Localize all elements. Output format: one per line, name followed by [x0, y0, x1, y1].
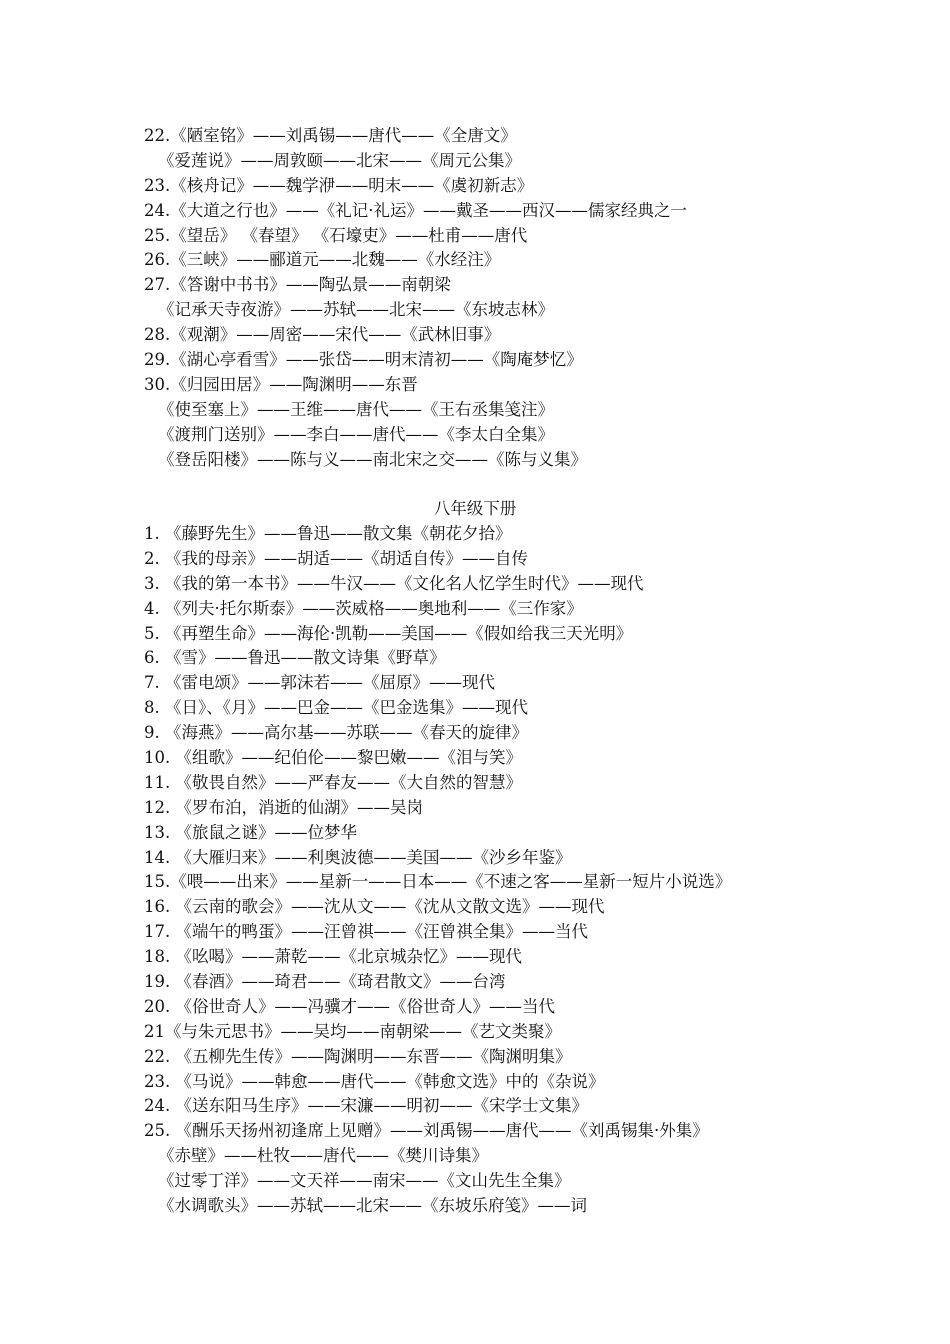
text-line: 12. 《罗布泊，消逝的仙湖》——吴岗 [144, 797, 423, 817]
text-line: 《记承天寺夜游》——苏轼——北宋——《东坡志林》 [158, 300, 554, 320]
text-line: 《过零丁洋》——文天祥——南宋——《文山先生全集》 [158, 1171, 571, 1191]
text-line: 26.《三峡》——郦道元——北魏——《水经注》 [144, 250, 501, 270]
text-line: 15.《喂——出来》——星新一——日本——《不速之客——星新一短片小说选》 [144, 872, 732, 892]
text-line: 《登岳阳楼》——陈与义——南北宋之交——《陈与义集》 [158, 449, 587, 469]
text-line: 29.《湖心亭看雪》——张岱——明末清初——《陶庵梦忆》 [144, 350, 583, 370]
text-line: 23. 《马说》——韩愈——唐代——《韩愈文选》中的《杂说》 [144, 1071, 605, 1091]
bottom-section-list [144, 522, 844, 1219]
text-line: 4. 《列夫·托尔斯泰》——茨威格——奥地利——《三作家》 [144, 598, 583, 618]
text-line: 《水调歌头》——苏轼——北宋——《东坡乐府笺》——词 [158, 1196, 587, 1216]
text-line: 9. 《海燕》——高尔基——苏联——《春天的旋律》 [144, 723, 528, 743]
text-line: 24.《大道之行也》——《礼记·礼运》——戴圣——西汉——儒家经典之一 [144, 200, 687, 220]
text-line: 30.《归园田居》——陶渊明——东晋 [144, 374, 418, 394]
text-line: 11. 《敬畏自然》——严春友——《大自然的智慧》 [144, 772, 522, 792]
text-line: 18. 《吆喝》——萧乾——《北京城杂忆》——现代 [144, 947, 522, 967]
text-line: 21《与朱元思书》——吴均——南朝梁——《艺文类聚》 [144, 1021, 561, 1041]
text-line: 7. 《雷电颂》——郭沫若——《屈原》——现代 [144, 673, 495, 693]
text-line: 27.《答谢中书书》——陶弘景——南朝梁 [144, 275, 451, 295]
text-line: 6. 《雪》——鲁迅——散文诗集《野草》 [144, 648, 446, 668]
text-line: 25. 《酬乐天扬州初逢席上见赠》——刘禹锡——唐代——《刘禹锡集·外集》 [144, 1121, 709, 1141]
text-line: 1. 《藤野先生》——鲁迅——散文集《朝花夕拾》 [144, 524, 512, 543]
text-line: 8. 《日》、《月》——巴金——《巴金选集》——现代 [144, 698, 528, 718]
text-line: 《赤壁》——杜牧——唐代——《樊川诗集》 [158, 1146, 488, 1166]
text-line: 16. 《云南的歌会》——沈从文——《沈从文散文选》——现代 [144, 897, 605, 917]
top-section-list [144, 124, 844, 472]
text-line: 28.《观潮》——周密——宋代——《武林旧事》 [144, 325, 501, 345]
text-line: 13. 《旅鼠之谜》——位梦华 [144, 822, 357, 842]
text-line: 22. 《五柳先生传》——陶渊明——东晋——《陶渊明集》 [144, 1046, 572, 1066]
text-line: 19. 《春酒》——琦君——《琦君散文》——台湾 [144, 972, 506, 992]
section-heading: 八年级下册 [433, 499, 517, 518]
text-line: 17. 《端午的鸭蛋》——汪曾祺——《汪曾祺全集》——当代 [144, 922, 588, 942]
text-line: 25.《望岳》 《春望》 《石壕吏》——杜甫——唐代 [144, 225, 528, 245]
text-line: 24. 《送东阳马生序》——宋濂——明初——《宋学士文集》 [144, 1096, 588, 1116]
text-line: 2. 《我的母亲》——胡适——《胡适自传》——自传 [144, 548, 528, 568]
text-line: 《渡荆门送别》——李白——唐代——《李太白全集》 [158, 424, 554, 444]
text-line: 10. 《组歌》——纪伯伦——黎巴嫩——《泪与笑》 [144, 748, 522, 768]
text-line: 20. 《俗世奇人》——冯骥才——《俗世奇人》——当代 [144, 996, 555, 1016]
text-line: 23.《核舟记》——魏学洢——明末——《虞初新志》 [144, 175, 534, 195]
text-line: 5. 《再塑生命》——海伦·凯勒——美国——《假如给我三天光明》 [144, 623, 633, 643]
text-line: 《爱莲说》——周敦颐——北宋——《周元公集》 [158, 150, 521, 170]
text-line: 《使至塞上》——王维——唐代——《王右丞集笺注》 [158, 399, 554, 419]
text-line: 3. 《我的第一本书》——牛汉——《文化名人忆学生时代》——现代 [144, 573, 644, 593]
text-line: 14. 《大雁归来》——利奥波德——美国——《沙乡年鉴》 [144, 847, 572, 867]
text-line: 22.《陋室铭》——刘禹锡——唐代——《全唐文》 [144, 126, 517, 145]
